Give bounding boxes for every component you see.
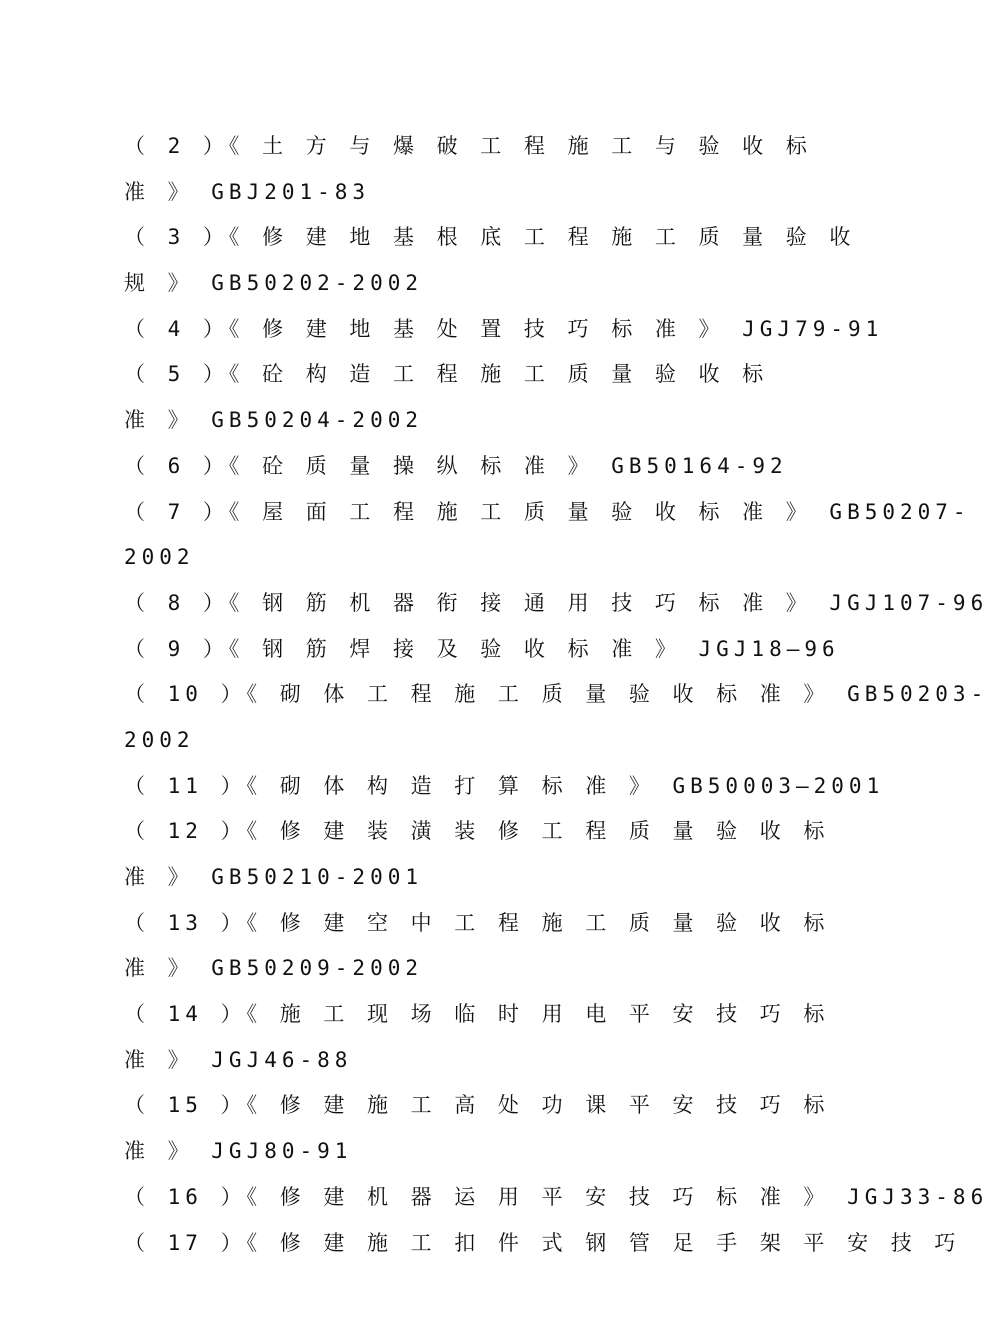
list-item: （ 13 ）《 修 建 空 中 工 程 施 工 质 量 验 收 标 — [124, 910, 830, 935]
list-item-continuation: 准 》 GB50209-2002 — [124, 956, 424, 981]
list-item-continuation: 准 》 GB50204-2002 — [124, 408, 424, 433]
list-item-continuation: 2002 — [124, 727, 195, 752]
list-item: （ 12 ）《 修 建 装 潢 装 修 工 程 质 量 验 收 标 — [124, 819, 830, 844]
list-item: （ 2 ）《 土 方 与 爆 破 工 程 施 工 与 验 收 标 — [124, 134, 812, 158]
list-item: （ 7 ）《 屋 面 工 程 施 工 质 量 验 收 标 准 》 GB50207- — [124, 499, 971, 524]
list-item: （ 11 ）《 砌 体 构 造 打 算 标 准 》 GB50003—2001 — [124, 773, 885, 798]
list-item: （ 14 ）《 施 工 现 场 临 时 用 电 平 安 技 巧 标 — [124, 1002, 830, 1027]
list-item-continuation: 准 》 GBJ201-83 — [124, 179, 371, 204]
list-item: （ 8 ）《 钢 筋 机 器 衔 接 通 用 技 巧 标 准 》 JGJ107-96 — [124, 590, 988, 615]
list-item: （ 6 ）《 砼 质 量 操 纵 标 准 》 GB50164-92 — [124, 453, 788, 478]
list-item: （ 9 ）《 钢 筋 焊 接 及 验 收 标 准 》 JGJ18—96 — [124, 636, 840, 661]
list-item-continuation: 规 》 GB50202-2002 — [124, 271, 424, 296]
list-item: （ 5 ）《 砼 构 造 工 程 施 工 质 量 验 收 标 — [124, 362, 769, 387]
list-item: （ 10 ）《 砌 体 工 程 施 工 质 量 验 收 标 准 》 GB50203- — [124, 682, 988, 707]
list-item: （ 16 ）《 修 建 机 器 运 用 平 安 技 巧 标 准 》 JGJ33-86 — [124, 1184, 988, 1209]
list-item-continuation: 2002 — [124, 545, 195, 570]
list-item-continuation: 准 》 JGJ80-91 — [124, 1139, 353, 1164]
list-item-continuation: 准 》 GB50210-2001 — [124, 865, 424, 889]
list-item: （ 15 ）《 修 建 施 工 高 处 功 课 平 安 技 巧 标 — [124, 1093, 830, 1118]
list-item: （ 3 ）《 修 建 地 基 根 底 工 程 施 工 质 量 验 收 — [124, 225, 856, 250]
list-item: （ 17 ）《 修 建 施 工 扣 件 式 钢 管 足 手 架 平 安 技 巧 — [124, 1230, 961, 1255]
list-item-continuation: 准 》 JGJ46-88 — [124, 1047, 353, 1072]
standards-list — [124, 124, 988, 1266]
list-item: （ 4 ）《 修 建 地 基 处 置 技 巧 标 准 》 JGJ79-91 — [124, 316, 884, 341]
